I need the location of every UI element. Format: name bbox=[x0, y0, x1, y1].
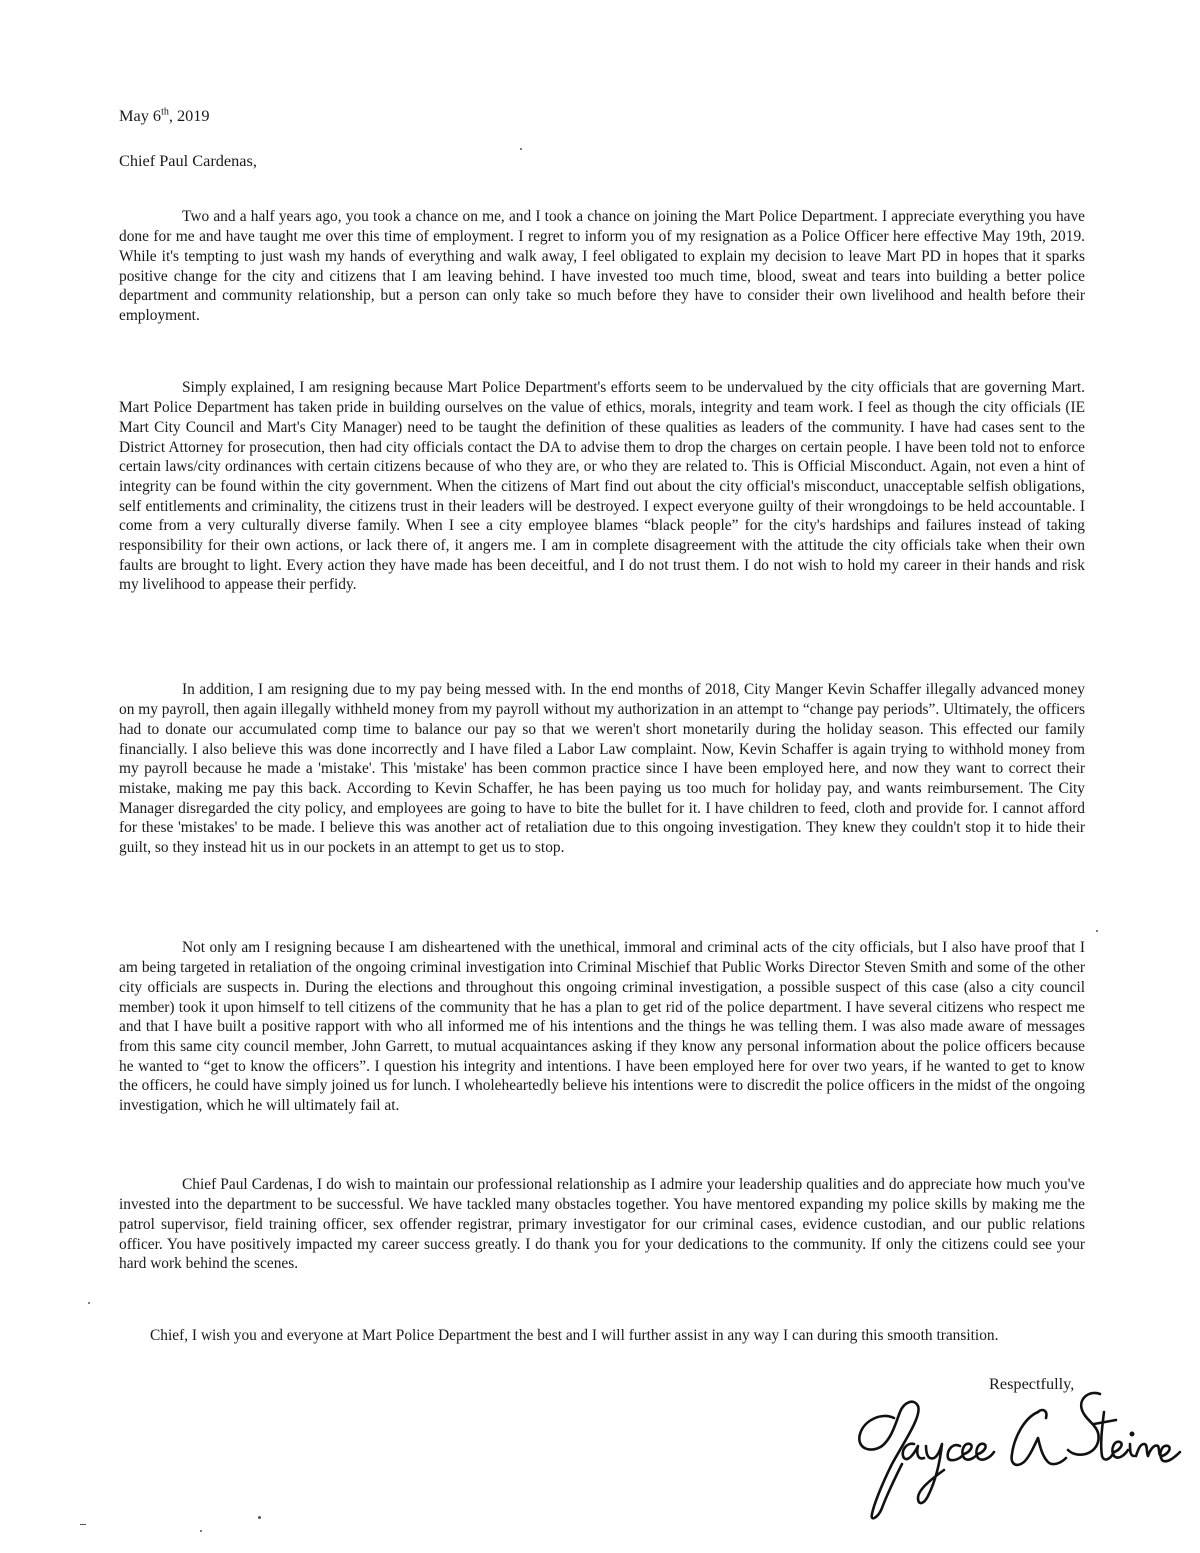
paragraph-retaliation: Not only am I resigning because I am disheartened with the unethical, immoral and criminal acts of the city officials, but I also have proof that I am being targeted in retaliation of the ongoing criminal investigation into Criminal Mischief that Public Works Director Steven Smith and some of the other city officials are suspects in. During the elections and throughout this ongoing criminal investigation, a possible suspect of this case (also a city council member) took it upon himself to tell citizens of the community that he has a plan to get rid of the police department. I have several citizens who respect me and that I have built a positive rapport with who all informed me of his intentions and the things he was telling them. I was also made aware of messages from this same city council member, John Garrett, to mutual acquaintances asking if they know any personal information about the police officers because he wanted to “get to know the officers”. I question his integrity and intentions. I have been employed here for over two years, if he wanted to get to know the officers, he could have simply joined us for lunch. I wholeheartedly believe his intentions were to discredit the police officers in the midst of the ongoing investigation, which he will ultimately fail at. bbox=[119, 939, 1085, 1115]
handwritten-signature bbox=[852, 1372, 1184, 1522]
date-month-day: May 6 bbox=[119, 106, 162, 125]
paragraph-pay: In addition, I am resigning due to my pay being messed with. In the end months of 2018, City Manger Kevin Schaffer illegally advanced money on my payroll, then again illegally withheld money from my payroll without my authorization in an attempt to “change pay periods”. Ultimately, the officers had to donate our accumulated comp time to balance our pay so that we weren't short monetarily during the holiday season. This effected our family financially. I also believe this was done incorrectly and I have filed a Labor Law complaint. Now, Kevin Schaffer is again trying to withhold money from my payroll because he made a 'mistake'. This 'mistake' has been common practice since I have been employed here, and now they want to correct their mistake, making me pay this back. According to Kevin Schaffer, he has been paying us too much for holiday pay, and wants reimbursement. The City Manager disregarded the city policy, and employees are going to have to bite the bullet for it. I have children to feed, cloth and provide for. I cannot afford for these 'mistakes' to be made. I believe this was another act of retaliation due to this ongoing investigation. They knew they couldn't stop it to hide their guilt, so they instead hit us in our pockets in an attempt to get us to stop. bbox=[119, 681, 1085, 857]
paragraph-officials: Simply explained, I am resigning because Mart Police Department's efforts seem to be undervalued by the city officials that are governing Mart. Mart Police Department has taken pride in building ourselves on the value of ethics, morals, integrity and team work. I feel as though the city officials (IE Mart City Council and Mart's City Manager) need to be taught the definition of these qualities as leaders of the community. I have had cases sent to the District Attorney for prosecution, then had city officials contact the DA to advise them to drop the charges on certain people. I have been told not to enforce certain laws/city ordinances with certain citizens because of who they are, or who they are related to. This is Official Misconduct. Again, not even a hint of integrity can be found within the city government. When the citizens of Mart find out about the city official's misconduct, unacceptable selfish obligations, self entitlements and criminality, the citizens trust in their leaders will be destroyed. I expect everyone guilty of their wrongdoings to be held accountable. I come from a very culturally diverse family. When I see a city employee blames “black people” for the city's hardships and failures instead of taking responsibility for their own actions, or lack there of, it angers me. I am in complete disagreement with the attitude the city officials take when their own faults are brought to light. Every action they have made has been deceitful, and I do not trust them. I do not wish to hold my career in their hands and risk my livelihood to appease their perfidy. bbox=[119, 379, 1085, 594]
salutation: Chief Paul Cardenas, bbox=[119, 151, 257, 170]
date-ordinal-suffix: th bbox=[161, 106, 169, 118]
date-year: , 2019 bbox=[168, 106, 210, 125]
paragraph-appreciation: Chief Paul Cardenas, I do wish to maintain our professional relationship as I admire your leadership qualities and do appreciate how much you've invested into the department to be successful. We have tackled many obstacles together. You have mentored expanding my police skills by making me the patrol supervisor, field training officer, sex offender registrar, primary investigator for our criminal cases, evidence custodian, and our public relations officer. You have positively impacted my career success greatly. I do thank you for your dedications to the community. If only the citizens could see your hard work behind the scenes. bbox=[119, 1176, 1085, 1273]
letter-date bbox=[119, 106, 210, 126]
paragraph-intro: Two and a half years ago, you took a chance on me, and I took a chance on joining the Mart Police Department. I appreciate everything you have done for me and have taught me over this time of employment. I regret to inform you of my resignation as a Police Officer here effective May 19th, 2019. While it's tempting to just wash my hands of everything and walk away, I feel obligated to explain my decision to leave Mart PD in hopes that it sparks positive change for the city and citizens that I am leaving behind. I have invested too much time, blood, sweat and tears into building a better police department and community relationship, but a person can only take so much before they have to consider their own livelihood and health before their employment. bbox=[119, 208, 1085, 324]
closing: Respectfully, bbox=[989, 1374, 1075, 1393]
paragraph-farewell: Chief, I wish you and everyone at Mart Police Department the best and I will further assist in any way I can during this smooth transition. bbox=[150, 1327, 999, 1345]
